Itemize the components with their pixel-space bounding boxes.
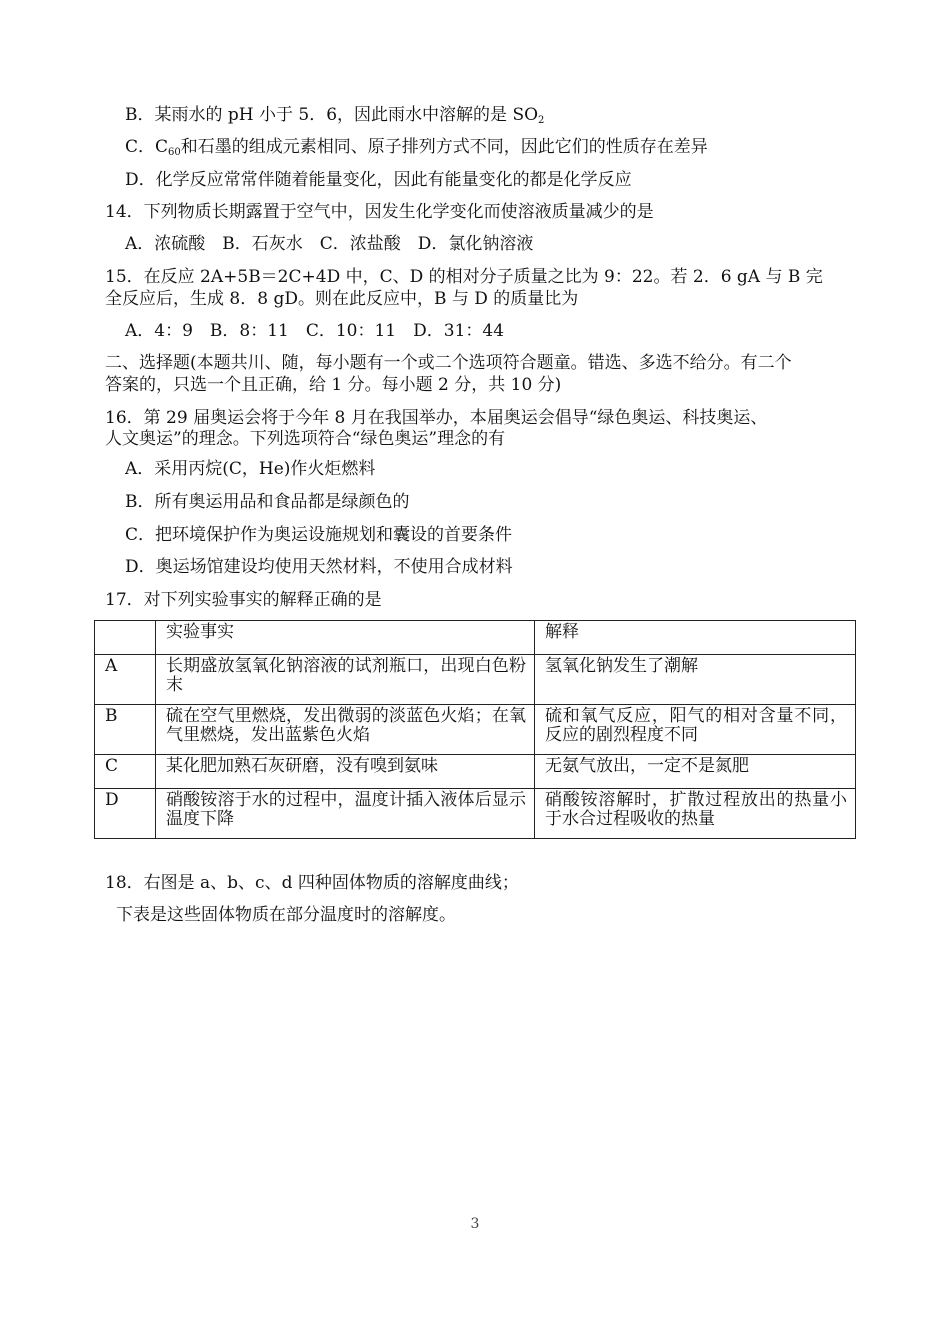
q18-stem-line1: 18．右图是 a、b、c、d 四种固体物质的溶解度曲线； (105, 873, 519, 893)
so2-subscript: 2 (538, 115, 545, 126)
table-header-explanation: 解释 (535, 621, 856, 655)
page-number: 3 (470, 1216, 480, 1232)
table-header-row (95, 621, 856, 655)
row-label: B (95, 705, 156, 755)
table-row (95, 789, 856, 839)
row-explanation: 氢氧化钠发生了潮解 (535, 655, 856, 705)
row-fact: 长期盛放氢氧化钠溶液的试剂瓶口，出现白色粉末 (156, 655, 535, 705)
q13-option-b (125, 104, 544, 126)
row-label: A (95, 655, 156, 705)
c60-subscript: 60 (168, 147, 181, 158)
q16-option-a: A．采用丙烷(C，He)作火炬燃料 (125, 459, 376, 479)
q13-option-c-prefix: C．C (125, 137, 169, 157)
row-explanation: 硝酸铵溶解时，扩散过程放出的热量小于水合过程吸收的热量 (535, 789, 856, 839)
q13-option-c (125, 136, 708, 158)
q13-option-d: D．化学反应常常伴随着能量变化，因此有能量变化的都是化学反应 (125, 170, 632, 190)
row-fact: 硝酸铵溶于水的过程中，温度计插入液体后显示温度下降 (156, 789, 535, 839)
q16-option-b: B．所有奥运用品和食品都是绿颜色的 (125, 492, 410, 512)
q18-stem-line2: 下表是这些固体物质在部分温度时的溶解度。 (116, 905, 456, 925)
q13-option-b-text: B．某雨水的 pH 小于 5．6，因此雨水中溶解的是 SO (125, 105, 539, 125)
q16-stem-line2: 人文奥运”的理念。下列选项符合“绿色奥运”理念的有 (105, 429, 506, 449)
q15-stem-line1: 15．在反应 2A+5B＝2C+4D 中，C、D 的相对分子质量之比为 9：22。若 2．6 gA 与 B 完 (105, 267, 823, 287)
section-2-instructions-line2: 答案的，只选一个且正确，给 1 分。每小题 2 分，共 10 分) (105, 375, 562, 395)
q17-stem: 17．对下列实验事实的解释正确的是 (105, 590, 382, 610)
q13-option-c-text: 和石墨的组成元素相同、原子排列方式不同，因此它们的性质存在差异 (180, 137, 708, 157)
table-header-label (95, 621, 156, 655)
q14-options: A．浓硫酸 B．石灰水 C．浓盐酸 D．氯化钠溶液 (125, 234, 534, 254)
table-row (95, 705, 856, 755)
table-row (95, 655, 856, 705)
table-header-fact: 实验事实 (156, 621, 535, 655)
q16-option-c: C．把环境保护作为奥运设施规划和囊设的首要条件 (125, 525, 513, 545)
q16-stem-line1: 16．第 29 届奥运会将于今年 8 月在我国举办，本届奥运会倡导“绿色奥运、科技奥运、 (105, 408, 768, 428)
row-explanation: 无氨气放出，一定不是氮肥 (535, 755, 856, 789)
q15-options: A．4：9 B．8：11 C．10：11 D．31：44 (125, 321, 505, 341)
row-label: C (95, 755, 156, 789)
row-explanation: 硫和氧气反应，阳气的相对含量不同，反应的剧烈程度不同 (535, 705, 856, 755)
experiment-facts-table (94, 620, 856, 839)
q16-option-d: D．奥运场馆建设均使用天然材料，不使用合成材料 (125, 557, 513, 577)
row-label: D (95, 789, 156, 839)
q15-stem-line2: 全反应后，生成 8．8 gD。则在此反应中，B 与 D 的质量比为 (105, 289, 579, 309)
section-2-instructions-line1: 二、选择题(本题共川、随，每小题有一个或二个选项符合题童。错选、多选不给分。有二个 (105, 353, 792, 373)
q14-stem: 14．下列物质长期露置于空气中，因发生化学变化而使溶液质量减少的是 (105, 202, 654, 222)
table-row (95, 755, 856, 789)
row-fact: 硫在空气里燃烧，发出微弱的淡蓝色火焰；在氧气里燃烧，发出蓝紫色火焰 (156, 705, 535, 755)
row-fact: 某化肥加熟石灰研磨，没有嗅到氨味 (156, 755, 535, 789)
